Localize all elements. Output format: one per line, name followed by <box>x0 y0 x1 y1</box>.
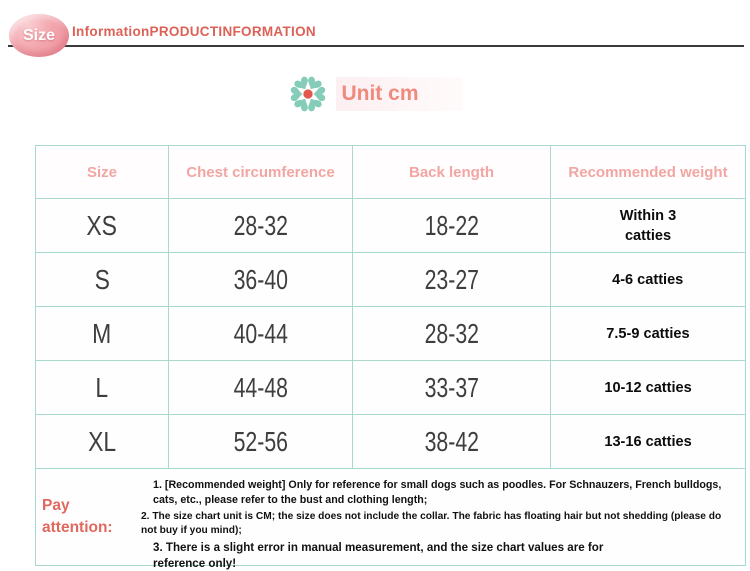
column-header-weight: Recommended weight <box>551 146 746 199</box>
size-chart-table <box>35 145 746 570</box>
weight-value: Within 3 catties <box>619 207 677 244</box>
size-badge <box>9 14 69 57</box>
weight-value: 7.5-9 catties <box>606 324 690 342</box>
chest-value: 36-40 <box>233 263 288 295</box>
chest-value: 40-44 <box>233 317 288 349</box>
chest-value: 52-56 <box>233 425 288 457</box>
size-badge-label: Size <box>22 26 55 44</box>
column-header-size: Size <box>36 146 169 199</box>
column-header-chest: Chest circumference <box>169 146 353 199</box>
note-item: 1. [Recommended weight] Only for reference for small dogs such as poodles. For Schnauzers, French bulldogs, cats, etc., please refer to the bust and clothing length; <box>153 479 722 506</box>
size-value: XL <box>87 425 117 457</box>
notes-list <box>139 471 739 570</box>
page-title: InformationPRODUCTINFORMATION <box>72 24 316 39</box>
unit-banner <box>0 70 750 118</box>
unit-label: Unit cm <box>336 77 462 111</box>
note-item: 3. There is a slight error in manual measurement, and the size chart values are for reference only! <box>153 540 604 570</box>
back-value: 28-32 <box>424 317 479 349</box>
table-row <box>36 361 746 415</box>
size-value: L <box>95 371 109 403</box>
table-row <box>36 253 746 307</box>
table-row <box>36 199 746 253</box>
table-row <box>36 415 746 469</box>
weight-value: 4-6 catties <box>612 270 684 288</box>
back-value: 23-27 <box>424 263 479 295</box>
back-value: 33-37 <box>424 371 479 403</box>
column-header-back: Back length <box>353 146 551 199</box>
pay-attention-label: Pay attention: <box>42 497 113 536</box>
size-value: XS <box>86 209 118 241</box>
size-value: S <box>94 263 110 295</box>
table-header-row <box>36 146 746 199</box>
note-item: 2. The size chart unit is CM; the size does not include the collar. The fabric has floating hair but not shedding (please do not buy if you mind); <box>141 510 722 536</box>
chest-value: 44-48 <box>233 371 288 403</box>
weight-value: 13-16 catties <box>604 432 692 450</box>
back-value: 18-22 <box>424 209 479 241</box>
header-divider <box>8 45 744 47</box>
chest-value: 28-32 <box>233 209 288 241</box>
weight-value: 10-12 catties <box>604 378 692 396</box>
size-value: M <box>92 317 112 349</box>
table-row <box>36 307 746 361</box>
back-value: 38-42 <box>424 425 479 457</box>
flower-icon <box>287 73 329 115</box>
notes-row <box>36 469 746 566</box>
